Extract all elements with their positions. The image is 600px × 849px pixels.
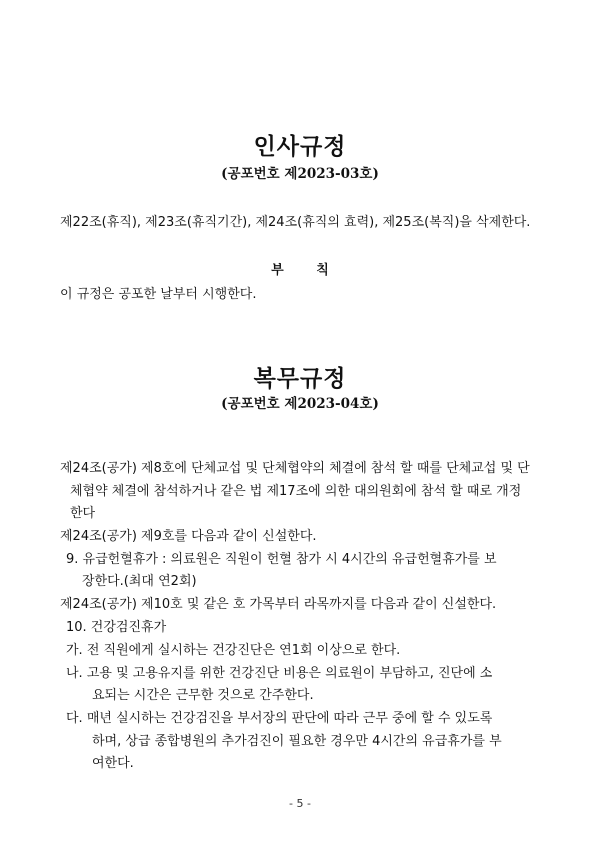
section2-line: 하며, 상급 종합병원의 추가검진이 필요한 경우만 4시간의 유급휴가를 부 [92, 734, 502, 749]
section2-line: 장한다.(최대 연2회) [82, 574, 197, 589]
section2-line: 여한다. [92, 756, 134, 771]
section2-line: 제24조(공가) 제10호 및 같은 호 가목부터 라목까지를 다음과 같이 신설한다. [60, 597, 497, 612]
section2-line: 다. 매년 실시하는 건강검진을 부서장의 판단에 따라 근무 중에 할 수 있도록 [66, 711, 493, 726]
section1-notice: (공포번호 제2023-03호) [221, 166, 379, 182]
page-number: - 5 - [289, 797, 311, 810]
section2-line: 체협약 체결에 참석하거나 같은 법 제17조에 의한 대의원회에 참석 할 때로 개정 [70, 484, 522, 499]
section2-line: 가. 전 직원에게 실시하는 건강진단은 연1회 이상으로 한다. [66, 643, 401, 658]
section1-body: 제22조(휴직), 제23조(휴직기간), 제24조(휴직의 효력), 제25조(복직)을 삭제한다. [60, 215, 531, 230]
section2-line: 제24조(공가) 제9호를 다음과 같이 신설한다. [60, 529, 317, 544]
section2-title: 복무규정 [253, 365, 347, 392]
section2-line: 10. 건강검진휴가 [66, 620, 167, 635]
section2-notice: (공포번호 제2023-04호) [221, 396, 379, 412]
section2-line: 요되는 시간은 근무한 것으로 간주한다. [92, 688, 314, 703]
section1-title: 인사규정 [253, 133, 347, 160]
section2-line: 제24조(공가) 제8호에 단체교섭 및 단체협약의 체결에 참석 할 때를 단체교섭 및 단 [60, 461, 530, 476]
addendum-heading: 부 칙 [271, 263, 343, 278]
section2-line: 9. 유급헌혈휴가 : 의료원은 직원이 헌혈 참가 시 4시간의 유급헌혈휴가를 보 [66, 552, 497, 567]
addendum-text: 이 규정은 공포한 날부터 시행한다. [60, 287, 257, 302]
section2-line: 한다 [70, 506, 96, 521]
section2-line: 나. 고용 및 고용유지를 위한 건강진단 비용은 의료원이 부담하고, 진단에 소 [66, 666, 493, 681]
